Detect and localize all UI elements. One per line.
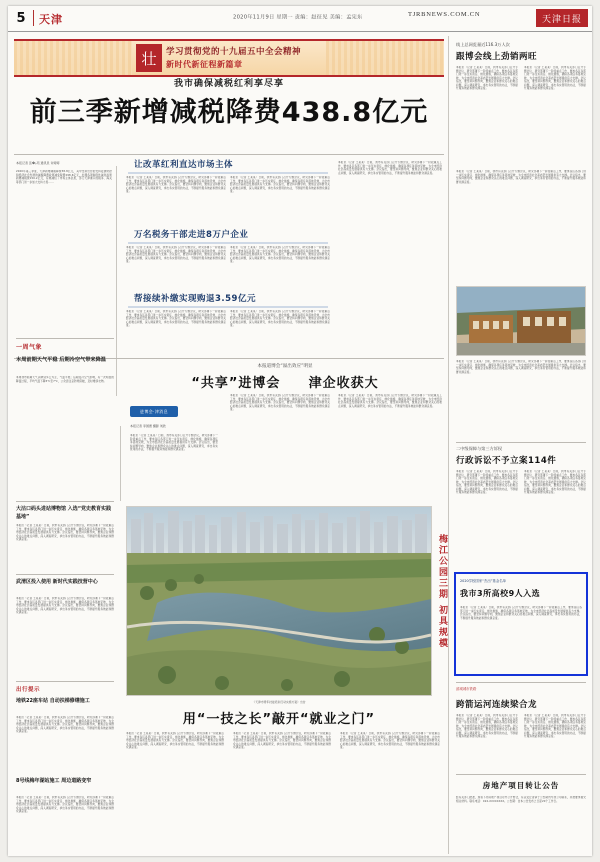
- brief-body-4: 本报讯（记者 王某某）日前，我市有关部门召开专题会议，研究部署下一阶段重点工作，要求各区各部门进一步压实责任、细化措施，确保各项任务落地见效，为全市经济社会高质量发展提供有力支撑。会议指出，要坚持问题导向，聚焦企业和群众关心的难点问题，深入调查研究，拿出务实管用的办法，不断提升服务效能和群众满意度。: [16, 796, 114, 813]
- divider: [16, 338, 114, 339]
- body-text: 本报讯（记者 王某某）日前，我市有关部门召开专题会议，研究部署下一阶段重点工作，要求各区各部门进一步压实责任、细化措施，确保各项任务落地见效，为全市经济社会高质量发展提供有力支撑。会议指出，要坚持问题导向，聚焦企业和群众关心的难点问题，深入调查研究，拿出务实管用的办法，不断提升服务效能和群众满意度。: [126, 246, 226, 263]
- highlight-headline: 我市3所高校9人入选: [460, 589, 541, 598]
- lead-byline: 本报记者 张�ர苑 通讯员 许婷婷: [16, 161, 60, 165]
- body-text: 本报讯（记者 王某某）日前，我市有关部门召开专题会议，研究部署下一阶段重点工作，要求各区各部门进一步压实责任、细化措施，确保各项任务落地见效，为全市经济社会高质量发展提供有力支撑。会议指出，要坚持问题导向，聚焦企业和群众关心的难点问题，深入调查研究，拿出务实管用的办法，不断提升服务效能和群众满意度。: [338, 161, 442, 175]
- banner-title: 学习贯彻党的十九届五中全会精神: [166, 47, 302, 57]
- banner-ornament-left: [14, 41, 132, 75]
- brief-body-1: 本报讯（记者 王某某）日前，我市有关部门召开专题会议，研究部署下一阶段重点工作，要求各区各部门进一步压实责任、细化措施，确保各项任务落地见效，为全市经济社会高质量发展提供有力支撑。会议指出，要坚持问题导向，聚焦企业和群众关心的难点问题，深入调查研究，拿出务实管用的办法，不断提升服务效能和群众满意度。: [16, 524, 114, 541]
- subhead-rule: [128, 242, 328, 244]
- banner-ornament-right: [326, 41, 444, 75]
- weather-body: 本周我市前期天气以晴到多云为主，气温平稳；后期受冷空气影响，有一次明显的降温过程，平均气温下降5℃至7℃，公众需注意防寒保暖，及时增添衣物。: [16, 376, 114, 383]
- center-title-right: 津企收获大: [308, 376, 379, 391]
- page-number: 5: [16, 10, 26, 26]
- column-rule: [448, 36, 449, 854]
- series-badge: 进博会·津消息: [130, 406, 178, 417]
- subhead-1: 让改革红利直达市场主体: [134, 160, 234, 170]
- subhead-rule: [128, 306, 328, 308]
- brief-section-title: 出行提示: [16, 687, 41, 693]
- building-photo-graphic: [457, 287, 585, 355]
- divider: [16, 574, 114, 575]
- banner-subtitle: 新时代新征程新篇章: [166, 60, 243, 69]
- body-text: 本报讯（记者 王某某）日前，我市有关部门召开专题会议，研究部署下一阶段重点工作，要求各区各部门进一步压实责任、细化措施，确保各项任务落地见效，为全市经济社会高质量发展提供有力支撑。会议指出，要坚持问题导向，聚焦企业和群众关心的难点问题，深入调查研究，拿出务实管用的办法，不断提升服务效能和群众满意度。: [233, 732, 331, 749]
- body-text: 本报讯（记者 王某某）日前，我市有关部门召开专题会议，研究部署下一阶段重点工作，要求各区各部门进一步压实责任、细化措施，确保各项任务落地见效，为全市经济社会高质量发展提供有力支撑。会议指出，要坚持问题导向，聚焦企业和群众关心的难点问题，深入调查研究，拿出务实管用的办法，不断提升服务效能和群众满意度。: [126, 310, 226, 327]
- body-text: 本报讯（记者 王某某）日前，我市有关部门召开专题会议，研究部署下一阶段重点工作，要求各区各部门进一步压实责任、细化措施，确保各项任务落地见效，为全市经济社会高质量发展提供有力支撑。会议指出，要坚持问题导向，聚焦企业和群众关心的难点问题，深入调查研究，拿出务实管用的办法，不断提升服务效能和群众满意度。: [130, 434, 218, 451]
- body-text: 本报讯（记者 王某某）日前，我市有关部门召开专题会议，研究部署下一阶段重点工作，要求各区各部门进一步压实责任、细化措施，确保各项任务落地见效，为全市经济社会高质量发展提供有力支撑。会议指出，要坚持问题导向，聚焦企业和群众关心的难点问题，深入调查研究，拿出务实管用的办法，不断提升服务效能和群众满意度。: [126, 732, 224, 749]
- divider: [456, 682, 586, 683]
- center-meta: 本报记者 李国惠 摄影 刘欣: [130, 424, 166, 428]
- weather-section-title: 一周气象: [16, 344, 43, 351]
- lead-body: 2020年第三季度，天津新增减税降费38.8亿元，其中支持出台的支持疫情防控和经济社会发展的减税降费政策减免税费298.6亿元，处理各项制度性减免政策新增减税费150.2亿元，有效减轻了市场主体负担，部门天津港口的税务、海关等部门进一步加大支持力度……: [16, 170, 112, 184]
- body-text: 本报讯（记者 王某某）日前，我市有关部门召开专题会议，研究部署下一阶段重点工作，要求各区各部门进一步压实责任、细化措施，确保各项任务落地见效，为全市经济社会高质量发展提供有力支撑。会议指出，要坚持问题导向，聚焦企业和群众关心的难点问题，深入调查研究，拿出务实管用的办法，不断提升服务效能和群众满意度。: [456, 470, 518, 494]
- right-mid-kicker: 二中级保障与第三方诉权: [456, 446, 503, 451]
- aerial-park-photo-graphic: [127, 507, 431, 695]
- brief-title-4: 8号线梅年湖站施工 周边道路变窄: [16, 778, 92, 784]
- body-text: 本报讯（记者 王某某）日前，我市有关部门召开专题会议，研究部署下一阶段重点工作，要求各区各部门进一步压实责任、细化措施，确保各项任务落地见效，为全市经济社会高质量发展提供有力支撑。会议指出，要坚持问题导向，聚焦企业和群众关心的难点问题，深入调查研究，拿出务实管用的办法，不断提升服务效能和群众满意度。: [524, 714, 586, 738]
- divider: [456, 442, 586, 443]
- brief-body-2: 本报讯（记者 王某某）日前，我市有关部门召开专题会议，研究部署下一阶段重点工作，要求各区各部门进一步压实责任、细化措施，确保各项任务落地见效，为全市经济社会高质量发展提供有力支撑。会议指出，要坚持问题导向，聚焦企业和群众关心的难点问题，深入调查研究，拿出务实管用的办法，不断提升服务效能和群众满意度。: [16, 597, 114, 614]
- highlight-tag: 2020学校国家“杰出”基金名单: [460, 579, 507, 583]
- lead-kicker: 我市确保减税红利享尽享: [173, 79, 284, 89]
- body-text: 本报讯（记者 王某某）日前，我市有关部门召开专题会议，研究部署下一阶段重点工作，要求各区各部门进一步压实责任、细化措施，确保各项任务落地见效，为全市经济社会高质量发展提供有力支撑。会议指出，要坚持问题导向，聚焦企业和群众关心的难点问题，深入调查研究，拿出务实管用的办法，不断提升服务效能和群众满意度。: [338, 394, 442, 408]
- column-rule: [116, 166, 117, 396]
- right-bottom-headline: 跨箭运河连续梁合龙: [456, 700, 538, 710]
- body-text: 本报讯（记者 王某某）日前，我市有关部门召开专题会议，研究部署下一阶段重点工作，要求各区各部门进一步压实责任、细化措施，确保各项任务落地见效，为全市经济社会高质量发展提供有力支撑。会议指出，要坚持问题导向，聚焦企业和群众关心的难点问题，深入调查研究，拿出务实管用的办法，不断提升服务效能和群众满意度。: [460, 606, 582, 620]
- masthead: [8, 6, 592, 32]
- subhead-rule: [128, 172, 328, 174]
- weather-headline: 本周前期天气平稳 后期冷空气带来降温: [16, 357, 106, 363]
- brief-title-3: 地铁22座车站 自动扶梯修缮施工: [16, 698, 90, 704]
- subhead-2: 万名税务干部走进8万户企业: [134, 230, 249, 240]
- section-rule: [14, 154, 444, 155]
- right-top-headline: 跟博会线上劲销两旺: [456, 52, 538, 62]
- body-text: 本报讯（记者 王某某）日前，我市有关部门召开专题会议，研究部署下一阶段重点工作，要求各区各部门进一步压实责任、细化措施，确保各项任务落地见效，为全市经济社会高质量发展提供有力支撑。会议指出，要坚持问题导向，聚焦企业和群众关心的难点问题，深入调查研究，拿出务实管用的办法，不断提升服务效能和群众满意度。: [456, 66, 518, 90]
- secondary-headline: 用“一技之长”敲开“就业之门”: [182, 712, 376, 727]
- body-text: 本报讯（记者 王某某）日前，我市有关部门召开专题会议，研究部署下一阶段重点工作，要求各区各部门进一步压实责任、细化措施，确保各项任务落地见效，为全市经济社会高质量发展提供有力支撑。会议指出，要坚持问题导向，聚焦企业和群众关心的难点问题，深入调查研究，拿出务实管用的办法，不断提升服务效能和群众满意度。: [524, 66, 586, 90]
- section-name: 天津: [39, 13, 63, 26]
- photo-vertical-caption: 梅江公园三期 初具规模: [437, 534, 447, 650]
- divider: [16, 501, 114, 502]
- newspaper-logo: 天津日报: [536, 9, 588, 27]
- divider: [456, 774, 586, 775]
- body-text: 本报讯（记者 王某某）日前，我市有关部门召开专题会议，研究部署下一阶段重点工作，要求各区各部门进一步压实责任、细化措施，确保各项任务落地见效，为全市经济社会高质量发展提供有力支撑。会议指出，要坚持问题导向，聚焦企业和群众关心的难点问题，深入调查研究，拿出务实管用的办法，不断提升服务效能和群众满意度。: [456, 360, 586, 374]
- body-text: 本报讯（记者 王某某）日前，我市有关部门召开专题会议，研究部署下一阶段重点工作，要求各区各部门进一步压实责任、细化措施，确保各项任务落地见效，为全市经济社会高质量发展提供有力支撑。会议指出，要坚持问题导向，聚焦企业和群众关心的难点问题，深入调查研究，拿出务实管用的办法，不断提升服务效能和群众满意度。: [230, 246, 330, 263]
- website-domain: TJRBNEWS.COM.CN: [408, 12, 481, 19]
- center-title: [126, 372, 444, 391]
- campaign-banner: [14, 39, 444, 77]
- feature-photo: [126, 506, 432, 696]
- seal-icon: 壮: [136, 44, 162, 72]
- body-text: 本报讯（记者 王某某）日前，我市有关部门召开专题会议，研究部署下一阶段重点工作，要求各区各部门进一步压实责任、细化措施，确保各项任务落地见效，为全市经济社会高质量发展提供有力支撑。会议指出，要坚持问题导向，聚焦企业和群众关心的难点问题，深入调查研究，拿出务实管用的办法，不断提升服务效能和群众满意度。: [230, 310, 330, 327]
- photo-caption: 《天津市青年技能培训行动实施方案》出台: [252, 700, 306, 704]
- brief-title-1: 大沽口码头进站博物馆 入选“党史教育实践基地”: [16, 506, 112, 520]
- divider: [16, 681, 114, 682]
- body-text: 本报讯（记者 王某某）日前，我市有关部门召开专题会议，研究部署下一阶段重点工作，要求各区各部门进一步压实责任、细化措施，确保各项任务落地见效，为全市经济社会高质量发展提供有力支撑。会议指出，要坚持问题导向，聚焦企业和群众关心的难点问题，深入调查研究，拿出务实管用的办法，不断提升服务效能和群众满意度。: [456, 170, 586, 184]
- lead-headline: 前三季新增减税降费438.8亿元: [29, 97, 429, 128]
- subhead-3: 帮接续补缴实现购退3.59亿元: [134, 294, 256, 304]
- body-text: 本报讯（记者 王某某）日前，我市有关部门召开专题会议，研究部署下一阶段重点工作，要求各区各部门进一步压实责任、细化措施，确保各项任务落地见效，为全市经济社会高质量发展提供有力支撑。会议指出，要坚持问题导向，聚焦企业和群众关心的难点问题，深入调查研究，拿出务实管用的办法，不断提升服务效能和群众满意度。: [456, 714, 518, 738]
- right-top-kicker: 线上总网览量近116.3万人次: [456, 42, 510, 47]
- body-text: 本报讯（记者 王某某）日前，我市有关部门召开专题会议，研究部署下一阶段重点工作，要求各区各部门进一步压实责任、细化措施，确保各项任务落地见效，为全市经济社会高质量发展提供有力支撑。会议指出，要坚持问题导向，聚焦企业和群众关心的难点问题，深入调查研究，拿出务实管用的办法，不断提升服务效能和群众满意度。: [230, 176, 330, 193]
- body-text: 本报讯（记者 王某某）日前，我市有关部门召开专题会议，研究部署下一阶段重点工作，要求各区各部门进一步压实责任、细化措施，确保各项任务落地见效，为全市经济社会高质量发展提供有力支撑。会议指出，要坚持问题导向，聚焦企业和群众关心的难点问题，深入调查研究，拿出务实管用的办法，不断提升服务效能和群众满意度。: [340, 732, 440, 749]
- body-text: 本报讯（记者 王某某）日前，我市有关部门召开专题会议，研究部署下一阶段重点工作，要求各区各部门进一步压实责任、细化措施，确保各项任务落地见效，为全市经济社会高质量发展提供有力支撑。会议指出，要坚持问题导向，聚焦企业和群众关心的难点问题，深入调查研究，拿出务实管用的办法，不断提升服务效能和群众满意度。: [524, 470, 586, 494]
- body-text: 本报讯（记者 王某某）日前，我市有关部门召开专题会议，研究部署下一阶段重点工作，要求各区各部门进一步压实责任、细化措施，确保各项任务落地见效，为全市经济社会高质量发展提供有力支撑。会议指出，要坚持问题导向，聚焦企业和群众关心的难点问题，深入调查研究，拿出务实管用的办法，不断提升服务效能和群众满意度。: [126, 176, 226, 193]
- brief-title-2: 武清区投入使用 新时代实践技营中心: [16, 579, 98, 585]
- column-rule: [120, 426, 121, 501]
- center-kicker: 本报道博会“溢出效应”明显: [257, 364, 313, 369]
- right-mid-headline: 行政诉讼不予立案114件: [456, 456, 557, 466]
- masthead-divider: [33, 10, 34, 26]
- bottom-tag: 滨城城市铁路: [456, 687, 477, 691]
- right-photo: [456, 286, 586, 356]
- publication-date: 2020年11月9日 星期一 责编：赵征见 美编：孟宪东: [233, 13, 363, 20]
- paper-sheet: [8, 6, 592, 856]
- center-title-left: “共享”进博会: [191, 376, 281, 391]
- notice-body: 经有关部门批准，现将下列房地产项目对外公开转让，有意受让者请于公告期内与我公司联系，并按要求提交相关材料。联系电话：022-XXXXXXXX。公告期：自本公告发布之日起20个工作日。: [456, 796, 586, 803]
- brief-body-3: 本报讯（记者 王某某）日前，我市有关部门召开专题会议，研究部署下一阶段重点工作，要求各区各部门进一步压实责任、细化措施，确保各项任务落地见效，为全市经济社会高质量发展提供有力支撑。会议指出，要坚持问题导向，聚焦企业和群众关心的难点问题，深入调查研究，拿出务实管用的办法，不断提升服务效能和群众满意度。: [16, 716, 114, 733]
- body-text: 本报讯（记者 王某某）日前，我市有关部门召开专题会议，研究部署下一阶段重点工作，要求各区各部门进一步压实责任、细化措施，确保各项任务落地见效，为全市经济社会高质量发展提供有力支撑。会议指出，要坚持问题导向，聚焦企业和群众关心的难点问题，深入调查研究，拿出务实管用的办法，不断提升服务效能和群众满意度。: [230, 394, 330, 411]
- notice-title: 房地产项目转让公告: [482, 781, 560, 790]
